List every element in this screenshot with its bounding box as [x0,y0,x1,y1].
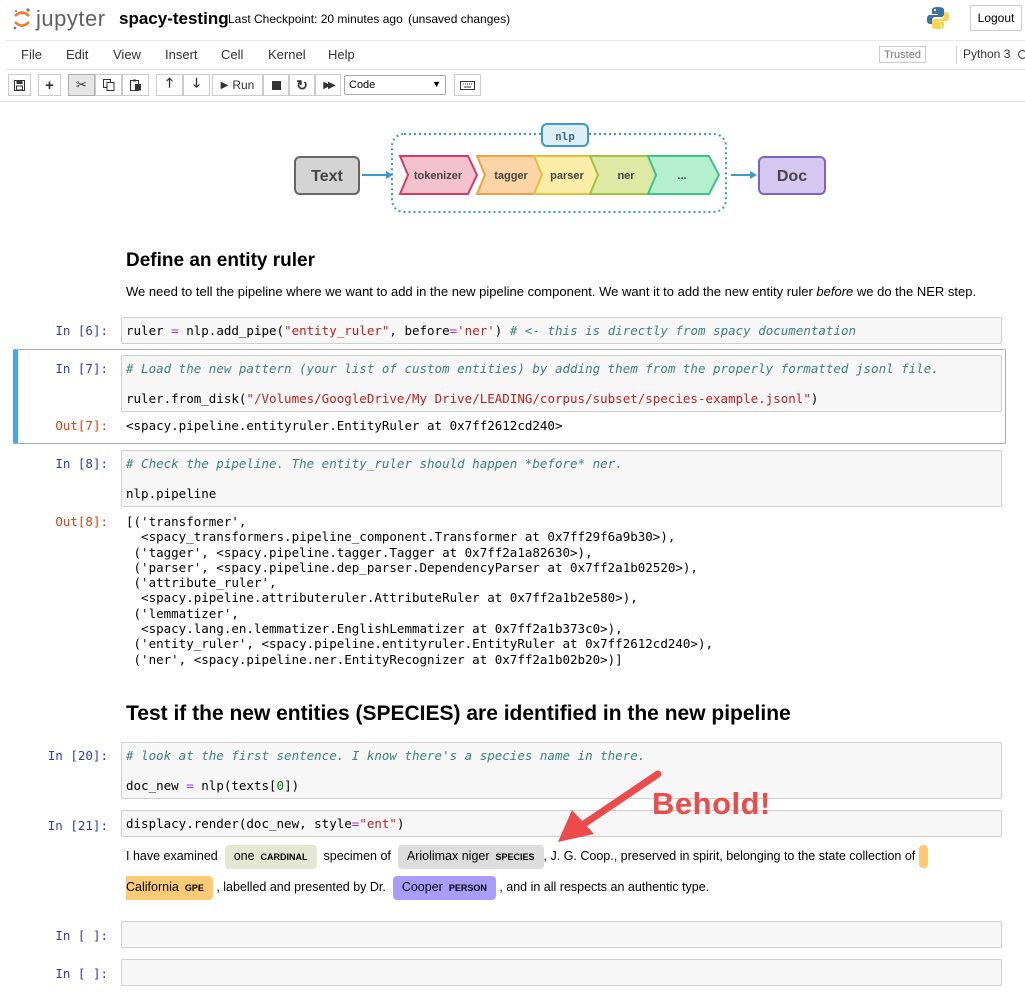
restart-icon: ↻ [296,76,308,93]
paste-cell-button[interactable] [122,74,149,96]
menu-insert[interactable]: Insert [165,47,198,62]
stop-icon [272,81,281,90]
menu-help[interactable]: Help [328,47,355,62]
notebook-area[interactable] [0,102,1025,994]
entity-label: CARDINAL [260,852,308,862]
output-prompt: Out[8]: [55,514,108,529]
heading-test-species: Test if the new entities (SPECIES) are identified in the new pipeline [126,702,791,725]
interrupt-button[interactable] [263,74,289,96]
diagram-step: ner [617,170,635,182]
trusted-indicator[interactable]: Trusted [879,46,926,63]
code-cell-input[interactable]: # Check the pipeline. The entity_ruler should happen *before* ner. nlp.pipeline [121,450,1002,507]
entity-cardinal [225,845,317,869]
header [0,0,1025,38]
restart-run-all-button[interactable] [315,74,341,96]
input-prompt: In [20]: [47,748,108,763]
move-up-button[interactable] [156,74,183,96]
input-prompt: In [ ]: [55,966,108,981]
markdown-paragraph [126,284,976,299]
entity-text: Cooper [401,880,443,894]
entity-species [398,845,544,869]
logo-text: jupyter [36,6,106,31]
diagram-step: tokenizer [413,170,463,182]
chevron-down-icon: ▼ [432,79,441,89]
input-prompt: In [ ]: [55,928,108,943]
behold-annotation: Behold! [652,786,771,821]
logout-button[interactable]: Logout [970,5,1022,31]
copy-icon [103,79,115,91]
displacy-text: I have examined [126,849,218,863]
entity-label: GPE [184,883,204,893]
diagram-step: tagger [494,170,528,182]
run-label: Run [232,78,255,92]
displacy-line [126,876,709,900]
restart-button[interactable] [289,74,315,96]
paste-icon [130,79,142,91]
kernel-idle-icon [1018,50,1025,59]
spacy-pipeline-diagram [290,120,835,218]
scissors-icon: ✂ [76,77,87,92]
save-button[interactable] [8,74,31,96]
displacy-text: specimen of [323,849,391,863]
move-down-button[interactable] [183,74,210,96]
notebook-title[interactable]: spacy-testing [119,9,229,28]
arrow-down-icon: 🡓 [193,75,200,90]
paragraph-emphasis: before [816,284,854,299]
diagram-input: Text [311,168,343,185]
input-prompt: In [8]: [55,456,108,471]
menu-view[interactable]: View [113,47,141,62]
kernel-separator [956,46,957,64]
empty-code-cell[interactable] [121,921,1002,948]
cut-cell-button[interactable] [68,74,95,96]
code-cell-input[interactable]: ruler = nlp.add_pipe("entity_ruler", before='ner') # <- this is directly from spacy documentation [121,317,1002,344]
save-icon [14,80,25,91]
insert-cell-button[interactable] [38,74,61,96]
entity-label: SPECIES [495,852,535,862]
diagram-step: parser [550,170,584,182]
entity-gpe [126,876,213,900]
paragraph-text: we do the NER step. [853,284,977,299]
cell-output: [('transformer', <spacy_transformers.pipeline_component.Transformer at 0x7ff29f6a9b30>), ('tagger', <spacy.pipeline.tagger.Tagger at 0x7ff2a1a82630>), ('parser', <spacy.pipeline.dep_parser.DependencyParser at 0x7ff2a1b02520>), ('attribute_ruler', <spacy.pipeline.attributeruler.AttributeRuler at 0x7ff2a1b2e580>), ('lemmatizer', <spacy.lang.en.lemmatizer.EnglishLemmatizer at 0x7ff2a1b373c0>), ('entity_ruler', <spacy.pipeline.entityruler.EntityRuler at 0x7ff2612cd240>), ('ner', <spacy.pipeline.ner.EntityRecognizer at 0x7ff2a1b02b20>)] [126,514,713,667]
jupyter-logo-icon [12,7,32,31]
python-logo-icon [925,5,951,31]
entity-label: PERSON [448,883,487,893]
displacy-text: , J. G. Coop., preserved in spirit, belonging to the state collection of [543,849,916,863]
autosave-status: (unsaved changes) [408,12,511,26]
output-prompt: Out[7]: [55,418,108,433]
menu-kernel[interactable]: Kernel [268,47,306,62]
cell-type-select[interactable] [344,75,446,95]
cell-type-value: Code [349,79,376,91]
diagram-output: Doc [776,168,808,185]
jupyter-logo[interactable] [12,6,106,32]
toolbar [0,69,1025,102]
menu-edit[interactable]: Edit [66,47,89,62]
heading-define-entity-ruler: Define an entity ruler [126,250,315,271]
cell-output: <spacy.pipeline.entityruler.EntityRuler at 0x7ff2612cd240> [126,418,563,433]
code-cell-input[interactable]: # look at the first sentence. I know there's a species name in there. doc_new = nlp(texts[0]) [121,742,1002,799]
checkpoint-status: Last Checkpoint: 20 minutes ago [228,12,403,26]
empty-code-cell[interactable] [121,959,1002,986]
play-icon: ▶ [220,79,229,91]
entity-gpe-start [919,845,928,868]
copy-cell-button[interactable] [95,74,122,96]
kernel-name[interactable]: Python 3 [963,47,1011,61]
menubar [6,40,1025,70]
run-button[interactable] [212,74,263,96]
entity-text: Ariolimax niger [406,849,490,863]
plus-icon: + [45,76,54,94]
entity-text: one [233,849,255,863]
menu-cell[interactable]: Cell [221,47,244,62]
input-prompt: In [21]: [47,818,108,833]
diagram-group-label: nlp [555,130,575,143]
diagram-step: ... [677,170,687,182]
red-arrow-annotation [550,770,662,850]
displacy-line [126,845,928,869]
fast-forward-icon: ▶▶ [323,79,333,91]
code-cell-input[interactable]: displacy.render(doc_new, style="ent") [121,810,1002,837]
arrow-up-icon: 🡑 [166,75,173,90]
paragraph-text: We need to tell the pipeline where we want to add in the new pipeline component. We want it to add the new entity ruler [126,284,817,299]
displacy-text: , labelled and presented by Dr. [216,880,386,894]
command-palette-button[interactable] [454,74,481,96]
entity-text: California [126,880,179,894]
code-cell-input[interactable]: # Load the new pattern (your list of custom entities) by adding them from the properly formatted jsonl file. ruler.from_disk("/Volumes/GoogleDrive/My Drive/LEADING/corpus/subset/species-example.jsonl") [121,355,1002,412]
input-prompt: In [7]: [55,361,108,376]
displacy-text: , and in all respects an authentic type. [499,880,710,894]
keyboard-icon [460,81,475,90]
menu-file[interactable]: File [21,47,42,62]
input-prompt: In [6]: [55,323,108,338]
entity-person [393,876,496,900]
